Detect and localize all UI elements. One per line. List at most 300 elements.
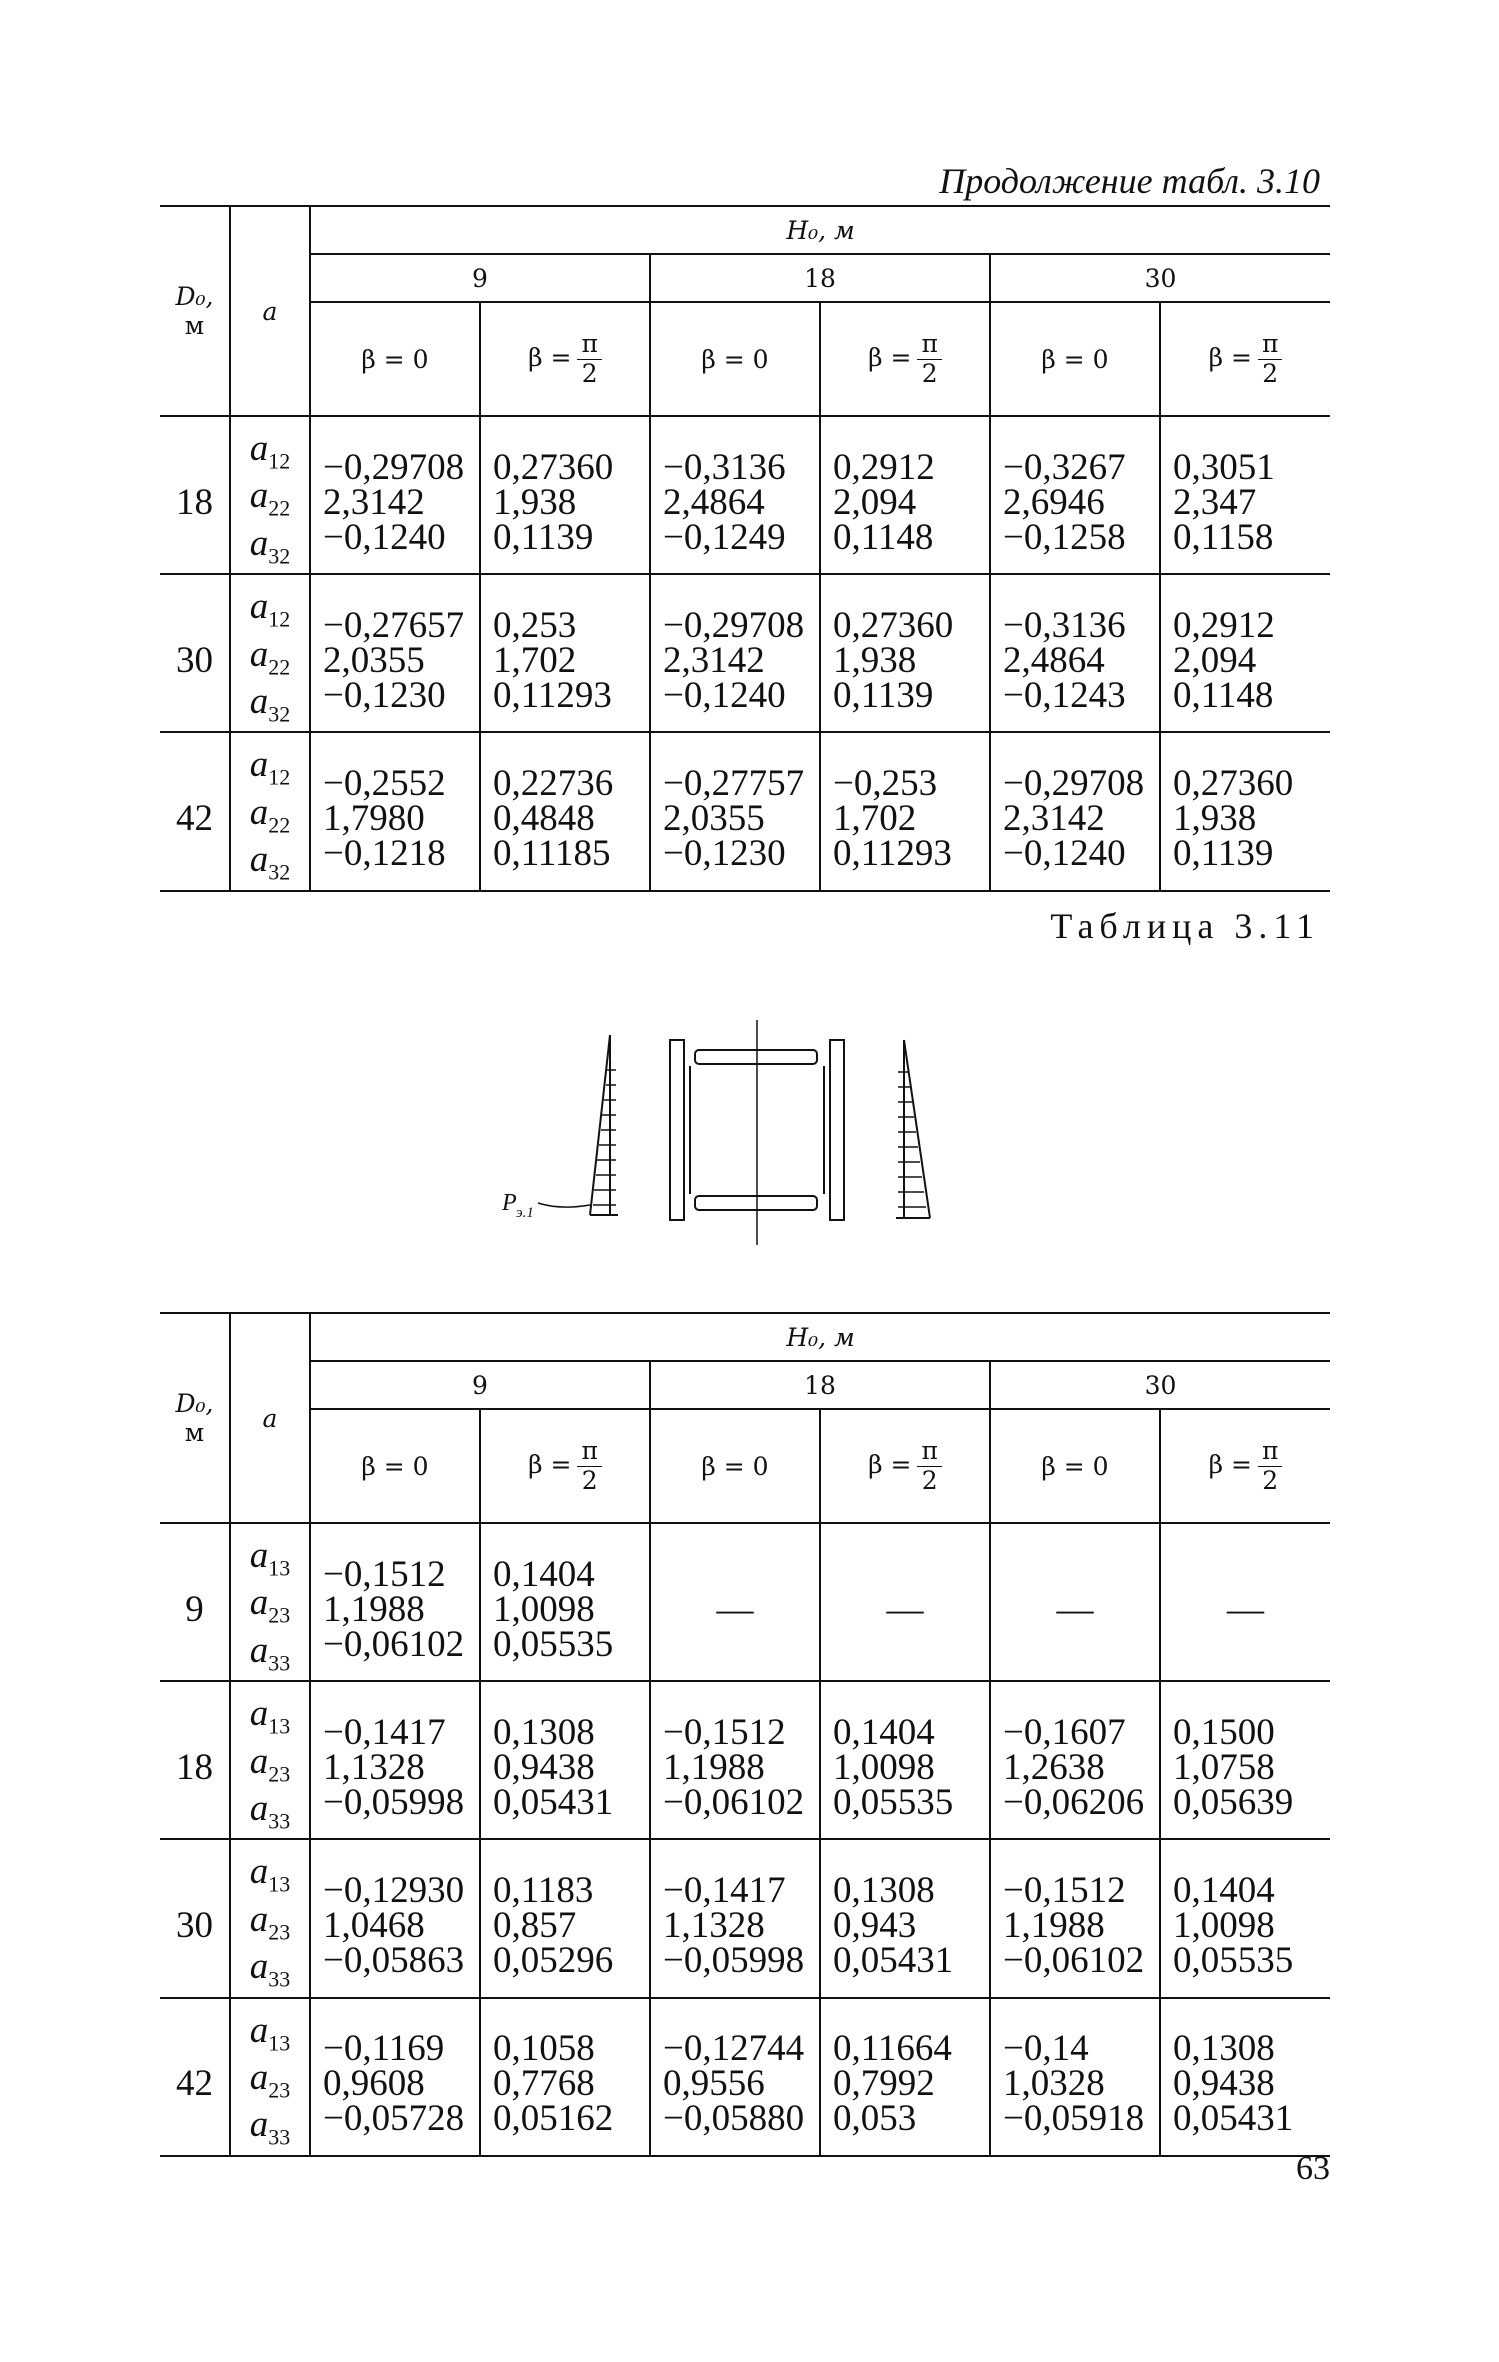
header-d0-unit: м <box>184 311 205 340</box>
value: 1,0758 <box>1173 1746 1275 1788</box>
coef-label <box>231 791 309 842</box>
value: 1,0098 <box>1173 1904 1275 1946</box>
value: 0,1308 <box>493 1711 595 1753</box>
value: 0,3051 <box>1173 446 1275 488</box>
coef-label <box>231 1787 309 1838</box>
beta-fraction <box>917 330 941 389</box>
value: −0,05918 <box>1003 2098 1145 2140</box>
coef-label <box>231 680 309 731</box>
coef-label <box>231 1740 309 1791</box>
coef-index: 13 <box>268 1713 291 1739</box>
value: 0,9556 <box>663 2063 765 2105</box>
coef-index: 32 <box>268 543 291 569</box>
row-d0: 18 <box>160 431 230 574</box>
value: −0,1417 <box>323 1711 446 1753</box>
header-beta-zero: β = 0 <box>310 302 480 416</box>
coef-label <box>231 475 309 525</box>
value: −0,06102 <box>323 1623 465 1665</box>
empty-cell <box>650 1538 820 1681</box>
coef-symbol: a <box>249 1582 269 1624</box>
table-row <box>160 1854 1330 1997</box>
value: −0,253 <box>833 762 938 804</box>
value-cell <box>990 1854 1160 1997</box>
beta-num: π <box>577 1437 601 1467</box>
value: 2,0355 <box>323 639 425 681</box>
value-cell <box>820 2013 990 2156</box>
coef-index: 32 <box>268 701 291 727</box>
value: 0,1058 <box>493 2028 595 2070</box>
coef-symbol: a <box>249 744 269 786</box>
value: 0,857 <box>493 1904 577 1946</box>
value: −0,1258 <box>1003 516 1126 558</box>
table-row <box>160 1538 1330 1681</box>
beta-num: π <box>917 330 941 360</box>
value: 1,938 <box>833 639 917 681</box>
value: 0,05431 <box>493 1781 614 1823</box>
value: 0,1404 <box>833 1711 935 1753</box>
coef-index: 12 <box>268 764 291 790</box>
value: −0,14 <box>1003 2028 1089 2070</box>
header-group: 9 <box>310 254 650 302</box>
value: −0,1240 <box>663 674 786 716</box>
value-cell <box>820 431 990 574</box>
value: −0,05863 <box>323 1939 465 1981</box>
beta-fraction <box>1258 330 1282 389</box>
value: −0,1607 <box>1003 1711 1126 1753</box>
header-d0-label: D₀, <box>175 1389 214 1418</box>
value: 0,05639 <box>1173 1781 1294 1823</box>
value-cell <box>1160 1854 1330 1997</box>
value: 0,7992 <box>833 2063 935 2105</box>
continuation-caption: Продолжение табл. 3.10 <box>939 161 1320 201</box>
coef-symbol: a <box>249 2009 269 2051</box>
header-group: 18 <box>650 1361 990 1409</box>
value-cell <box>990 431 1160 574</box>
value: 1,702 <box>833 797 917 839</box>
value: 0,1308 <box>833 1869 935 1911</box>
value-cell <box>480 2013 650 2156</box>
beta-num: π <box>1258 330 1282 360</box>
header-d0 <box>160 1313 230 1523</box>
value-cell <box>480 1854 650 1997</box>
value: −0,3136 <box>663 446 786 488</box>
value: −0,2552 <box>323 762 446 804</box>
value: 0,1148 <box>1173 674 1274 716</box>
value: 0,9438 <box>493 1746 595 1788</box>
coef-symbol: a <box>249 1851 269 1893</box>
value: 0,1158 <box>1173 516 1274 558</box>
value: 1,1328 <box>323 1746 425 1788</box>
coef-label <box>231 2056 309 2107</box>
header-a: a <box>230 206 310 416</box>
value: −0,1230 <box>663 832 786 874</box>
coef-label <box>231 1535 309 1585</box>
value: −0,3267 <box>1003 446 1126 488</box>
value: 1,7980 <box>323 797 425 839</box>
value: 0,05535 <box>493 1623 614 1665</box>
coef-symbol: a <box>249 1693 269 1735</box>
value: 0,2912 <box>1173 604 1275 646</box>
coef-label <box>231 744 309 794</box>
value: 0,943 <box>833 1904 917 1946</box>
coef-index: 13 <box>268 2029 291 2055</box>
value-cell <box>310 1696 480 1839</box>
value: 2,347 <box>1173 481 1257 523</box>
coef-index: 23 <box>268 1602 291 1628</box>
coef-symbol: a <box>249 839 269 881</box>
empty-cell <box>990 1538 1160 1681</box>
coef-symbol: a <box>249 522 269 564</box>
value: −0,1240 <box>1003 832 1126 874</box>
row-labels <box>230 1535 310 1681</box>
coef-index: 22 <box>268 812 291 838</box>
value: −0,1240 <box>323 516 446 558</box>
right-pressure-diagram <box>896 1040 930 1218</box>
coef-index: 13 <box>268 1555 291 1581</box>
value: 1,0098 <box>493 1588 595 1630</box>
coef-symbol: a <box>249 2056 269 2098</box>
value: 0,05431 <box>1173 2098 1294 2140</box>
value: 2,4864 <box>1003 639 1105 681</box>
value: — <box>1227 1588 1265 1630</box>
value: 0,9438 <box>1173 2063 1275 2105</box>
beta-den: 2 <box>1262 1465 1279 1495</box>
value: −0,06206 <box>1003 1781 1145 1823</box>
coef-index: 23 <box>268 1760 291 1786</box>
value-cell <box>650 1696 820 1839</box>
coef-symbol: a <box>249 1946 269 1988</box>
frame-structure <box>670 1020 844 1245</box>
beta-pi-left: β = <box>1208 1449 1252 1479</box>
value: 0,9608 <box>323 2063 425 2105</box>
value: −0,1243 <box>1003 674 1126 716</box>
table-row <box>160 747 1330 890</box>
value: 0,27360 <box>833 604 954 646</box>
value: −0,1512 <box>663 1711 786 1753</box>
coef-symbol: a <box>249 791 269 833</box>
header-d0-label: D₀, <box>175 282 214 311</box>
coef-label <box>231 633 309 684</box>
beta-den: 2 <box>581 358 598 388</box>
value: 2,3142 <box>663 639 765 681</box>
value: 0,22736 <box>493 762 614 804</box>
value: 0,05296 <box>493 1939 614 1981</box>
coef-label <box>231 1693 309 1743</box>
value: −0,1512 <box>323 1553 446 1595</box>
value: 0,1148 <box>833 516 934 558</box>
header-beta-pi <box>480 1409 650 1523</box>
coef-index: 33 <box>268 1966 291 1992</box>
value-cell <box>480 589 650 732</box>
value: 1,1988 <box>1003 1904 1105 1946</box>
beta-pi-left: β = <box>528 342 572 372</box>
empty-cell <box>1160 1538 1330 1681</box>
value-cell <box>1160 747 1330 890</box>
coef-index: 23 <box>268 1919 291 1945</box>
header-h0: H₀, м <box>310 1313 1330 1361</box>
coef-label <box>231 1851 309 1901</box>
coef-symbol: a <box>249 428 269 469</box>
coef-index: 33 <box>268 1650 291 1676</box>
load-diagram <box>490 1010 1010 1254</box>
value: −0,1230 <box>323 674 446 716</box>
header-beta-pi <box>820 1409 990 1523</box>
value: 2,094 <box>833 481 917 523</box>
beta-pi-left: β = <box>868 1449 912 1479</box>
value: 1,0098 <box>833 1746 935 1788</box>
table-row <box>160 589 1330 732</box>
value-cell <box>480 1538 650 1681</box>
coef-symbol: a <box>249 1629 269 1671</box>
table-row <box>160 431 1330 574</box>
value-cell <box>820 1854 990 1997</box>
coef-index: 33 <box>268 1808 291 1834</box>
coef-label <box>231 428 309 478</box>
value: 1,938 <box>1173 797 1257 839</box>
beta-fraction <box>577 330 601 389</box>
header-group: 18 <box>650 254 990 302</box>
coef-index: 12 <box>268 448 291 474</box>
value: 0,253 <box>493 604 577 646</box>
value: 1,1988 <box>663 1746 765 1788</box>
header-beta-zero: β = 0 <box>990 1409 1160 1523</box>
beta-den: 2 <box>1262 358 1279 388</box>
beta-den: 2 <box>581 1465 598 1495</box>
value-cell <box>310 1854 480 1997</box>
coef-label <box>231 1582 309 1632</box>
coef-index: 12 <box>268 606 291 632</box>
value: 0,2912 <box>833 446 935 488</box>
table-3-11-title: Таблица 3.11 <box>1050 906 1320 946</box>
value: 0,4848 <box>493 797 595 839</box>
value-cell <box>650 747 820 890</box>
value: 0,1139 <box>833 674 934 716</box>
value: −0,05998 <box>663 1939 805 1981</box>
header-a: a <box>230 1313 310 1523</box>
coef-label <box>231 1898 309 1949</box>
value: 1,702 <box>493 639 577 681</box>
value-cell <box>1160 1696 1330 1839</box>
value: 1,1328 <box>663 1904 765 1946</box>
coef-symbol: a <box>249 1740 269 1782</box>
beta-fraction <box>577 1437 601 1496</box>
header-beta-zero: β = 0 <box>990 302 1160 416</box>
value-cell <box>480 747 650 890</box>
value: −0,29708 <box>663 604 805 646</box>
coef-symbol: a <box>249 475 269 517</box>
beta-pi-left: β = <box>868 342 912 372</box>
left-pressure-diagram <box>590 1035 618 1215</box>
value: 0,1500 <box>1173 1711 1275 1753</box>
value: 1,2638 <box>1003 1746 1105 1788</box>
value: −0,05998 <box>323 1781 465 1823</box>
table-row <box>160 2013 1330 2156</box>
coef-label <box>231 586 309 636</box>
row-labels <box>230 586 310 732</box>
value: −0,1512 <box>1003 1869 1126 1911</box>
coef-symbol: a <box>249 1535 269 1576</box>
value: −0,1218 <box>323 832 446 874</box>
value: 0,05431 <box>833 1939 954 1981</box>
value: −0,1169 <box>323 2028 445 2070</box>
svg-text:э.1: э.1 <box>516 1205 534 1221</box>
value-cell <box>650 2013 820 2156</box>
row-d0: 9 <box>160 1538 230 1681</box>
value: 0,1404 <box>493 1553 595 1595</box>
coef-symbol: a <box>249 1787 269 1829</box>
value-cell <box>1160 2013 1330 2156</box>
value-cell <box>480 1696 650 1839</box>
value: 2,6946 <box>1003 481 1105 523</box>
beta-num: π <box>1258 1437 1282 1467</box>
coef-symbol: a <box>249 680 269 722</box>
value: −0,27657 <box>323 604 465 646</box>
value: −0,1249 <box>663 516 786 558</box>
beta-pi-left: β = <box>1208 342 1252 372</box>
row-labels <box>230 1693 310 1839</box>
value: 0,11293 <box>493 674 612 716</box>
header-h0: H₀, м <box>310 206 1330 254</box>
beta-den: 2 <box>921 358 938 388</box>
value: −0,06102 <box>1003 1939 1145 1981</box>
value: — <box>886 1588 924 1630</box>
value: — <box>1056 1588 1094 1630</box>
header-group: 9 <box>310 1361 650 1409</box>
header-group: 30 <box>990 254 1330 302</box>
empty-cell <box>820 1538 990 1681</box>
beta-den: 2 <box>921 1465 938 1495</box>
value: 0,1183 <box>493 1869 594 1911</box>
header-group: 30 <box>990 1361 1330 1409</box>
coef-index: 13 <box>268 1871 291 1897</box>
coef-index: 32 <box>268 859 291 885</box>
value: 2,4864 <box>663 481 765 523</box>
coef-label <box>231 1946 309 1996</box>
beta-num: π <box>577 330 601 360</box>
value-cell <box>650 589 820 732</box>
coef-index: 22 <box>268 653 291 679</box>
coef-label <box>231 522 309 573</box>
value: 0,1139 <box>493 516 594 558</box>
value: −0,29708 <box>1003 762 1145 804</box>
value: 0,11664 <box>833 2028 952 2070</box>
header-beta-zero: β = 0 <box>310 1409 480 1523</box>
beta-fraction <box>1258 1437 1282 1496</box>
value: 0,1308 <box>1173 2028 1275 2070</box>
value-cell <box>650 1854 820 1997</box>
row-d0: 30 <box>160 589 230 732</box>
header-beta-pi <box>820 302 990 416</box>
value: −0,05728 <box>323 2098 465 2140</box>
pressure-label: P <box>502 1190 517 1216</box>
coef-index: 33 <box>268 2124 291 2150</box>
row-d0: 42 <box>160 2013 230 2156</box>
value: 0,7768 <box>493 2063 595 2105</box>
header-beta-zero: β = 0 <box>650 1409 820 1523</box>
value: 1,0468 <box>323 1904 425 1946</box>
value-cell <box>820 1696 990 1839</box>
value-cell <box>990 747 1160 890</box>
coef-symbol: a <box>249 1898 269 1940</box>
value-cell <box>310 1538 480 1681</box>
value: 0,11185 <box>493 832 611 874</box>
page-number: 63 <box>1296 2150 1330 2187</box>
value: 0,27360 <box>1173 762 1294 804</box>
value: −0,12744 <box>663 2028 805 2070</box>
value-cell <box>1160 589 1330 732</box>
value: 0,053 <box>833 2098 917 2140</box>
value: 2,0355 <box>663 797 765 839</box>
row-labels <box>230 2009 310 2156</box>
value-cell <box>310 2013 480 2156</box>
row-d0: 30 <box>160 1854 230 1997</box>
value: 2,094 <box>1173 639 1257 681</box>
table-row <box>160 1696 1330 1839</box>
coef-symbol: a <box>249 586 269 628</box>
header-beta-zero: β = 0 <box>650 302 820 416</box>
value-cell <box>310 431 480 574</box>
value: — <box>716 1588 754 1630</box>
coef-label <box>231 2009 309 2060</box>
value-cell <box>820 589 990 732</box>
value: 0,1139 <box>1173 832 1274 874</box>
coef-index: 23 <box>268 2077 291 2103</box>
table-3-11 <box>160 1312 1330 2157</box>
value: −0,06102 <box>663 1781 805 1823</box>
value: 0,05162 <box>493 2098 614 2140</box>
value: 1,938 <box>493 481 577 523</box>
value: −0,05880 <box>663 2098 805 2140</box>
row-d0: 18 <box>160 1696 230 1839</box>
value-cell <box>990 589 1160 732</box>
header-d0 <box>160 206 230 416</box>
value-cell <box>310 589 480 732</box>
header-beta-pi <box>1160 302 1330 416</box>
value: −0,29708 <box>323 446 465 488</box>
header-beta-pi <box>480 302 650 416</box>
value: 0,1404 <box>1173 1869 1275 1911</box>
value: 0,05535 <box>1173 1939 1294 1981</box>
value: 1,1988 <box>323 1588 425 1630</box>
row-d0: 42 <box>160 747 230 890</box>
table-3-10 <box>160 205 1330 892</box>
value-cell <box>650 431 820 574</box>
coef-label <box>231 839 309 889</box>
coef-symbol: a <box>249 2104 269 2146</box>
row-labels <box>230 744 310 890</box>
value: 2,3142 <box>323 481 425 523</box>
value: 1,0328 <box>1003 2063 1105 2105</box>
value: −0,3136 <box>1003 604 1126 646</box>
beta-num: π <box>917 1437 941 1467</box>
value: −0,27757 <box>663 762 805 804</box>
coef-symbol: a <box>249 633 269 675</box>
coef-index: 22 <box>268 495 291 521</box>
value: −0,12930 <box>323 1869 465 1911</box>
header-d0-unit: м <box>184 1418 205 1447</box>
beta-pi-left: β = <box>528 1449 572 1479</box>
value-cell <box>990 2013 1160 2156</box>
value-cell <box>310 747 480 890</box>
coef-label <box>231 2104 309 2154</box>
value-cell <box>1160 431 1330 574</box>
beta-fraction <box>917 1437 941 1496</box>
row-labels <box>230 428 310 574</box>
value: 0,27360 <box>493 446 614 488</box>
value-cell <box>480 431 650 574</box>
coef-label <box>231 1629 309 1680</box>
value-cell <box>990 1696 1160 1839</box>
